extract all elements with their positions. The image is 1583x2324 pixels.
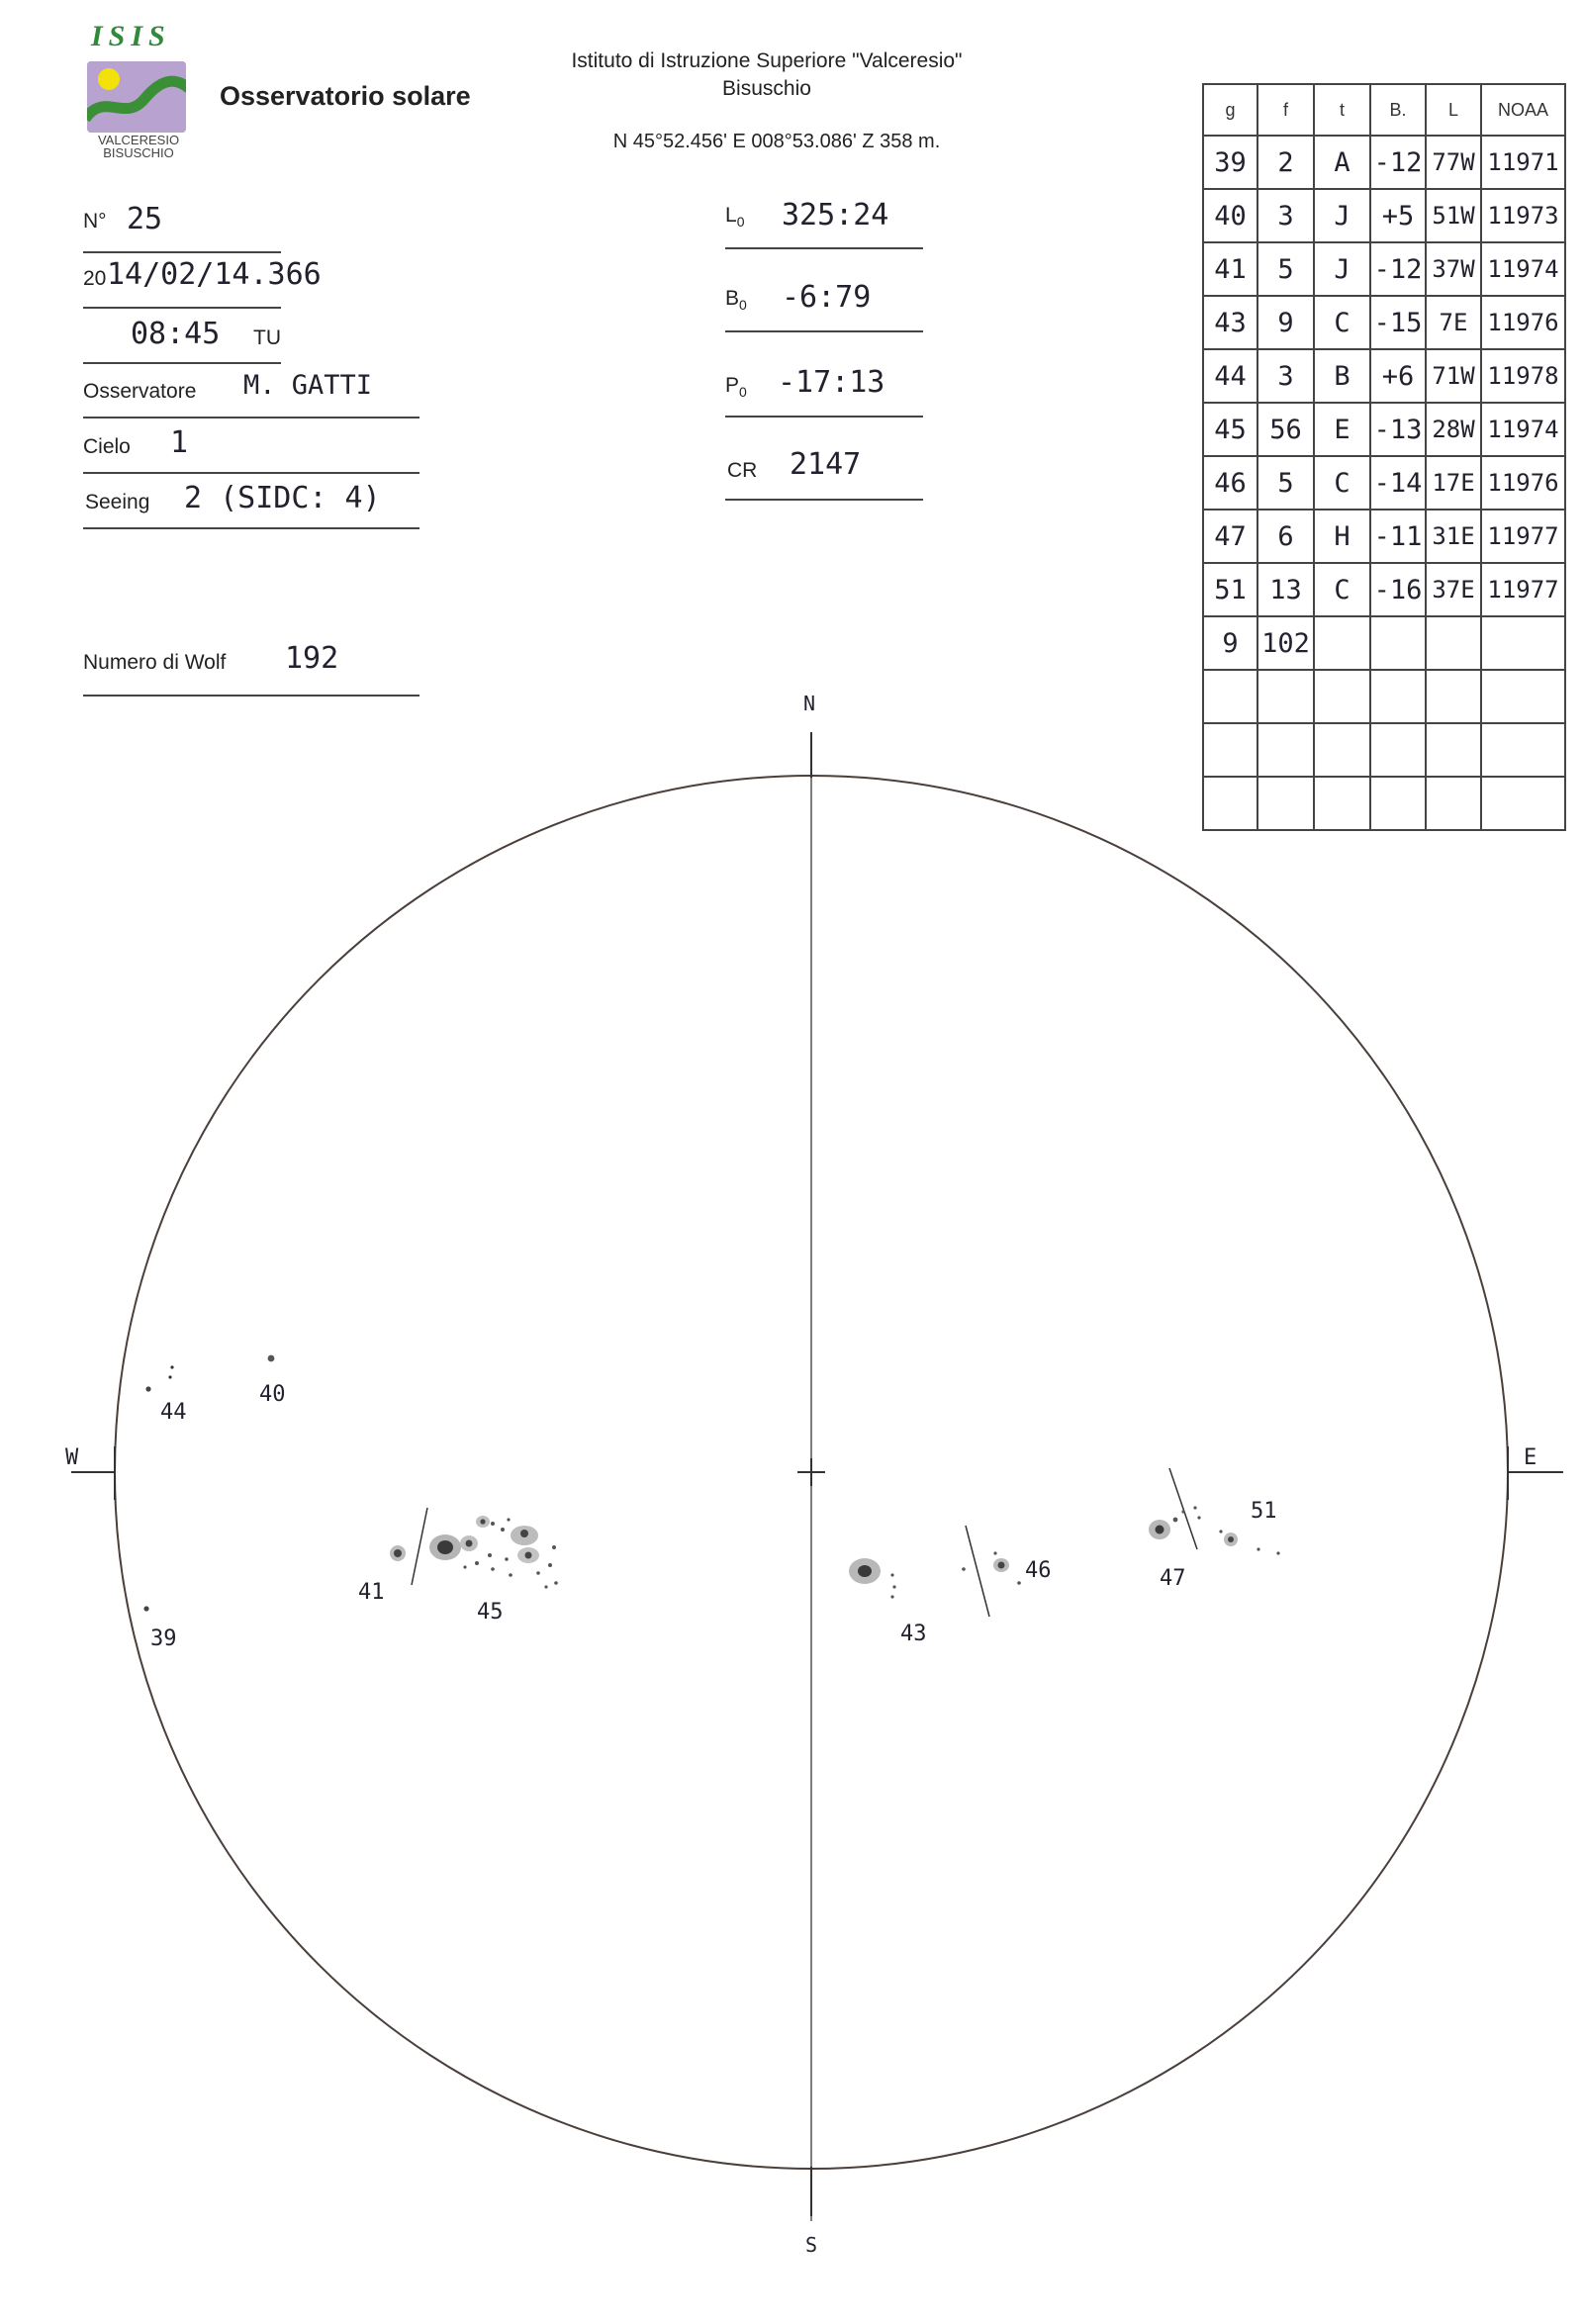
cell-b: -12	[1370, 242, 1426, 296]
cell-g: 46	[1203, 456, 1257, 510]
p0-subscript: 0	[739, 384, 747, 401]
column-header-b: B.	[1370, 84, 1426, 136]
p0-rule	[725, 416, 923, 418]
cell-f	[1257, 723, 1314, 777]
p0-value: -17:13	[778, 365, 885, 400]
west-label: W	[65, 1445, 79, 1470]
spot-g46-penumbra	[993, 1558, 1009, 1572]
seeing-rule	[83, 527, 419, 529]
cell-g	[1203, 670, 1257, 723]
cell-l	[1426, 723, 1481, 777]
cell-f	[1257, 777, 1314, 830]
cell-b: -15	[1370, 296, 1426, 349]
column-header-t: t	[1314, 84, 1370, 136]
group-label-47: 47	[1160, 1566, 1186, 1591]
cell-noaa	[1481, 670, 1565, 723]
cr-label: CR	[727, 459, 758, 482]
date-rule	[83, 307, 281, 309]
spot-g51-c	[1257, 1547, 1259, 1550]
g46-separator	[966, 1526, 989, 1617]
sky-rule	[83, 472, 419, 474]
cell-g	[1203, 777, 1257, 830]
date-value: 14/02/14.366	[107, 257, 322, 292]
cell-noaa: 11974	[1481, 403, 1565, 456]
cell-f: 56	[1257, 403, 1314, 456]
spot-g47-c	[1181, 1510, 1184, 1513]
table-empty-row	[1203, 777, 1565, 830]
cell-b	[1370, 670, 1426, 723]
cell-b: +5	[1370, 189, 1426, 242]
table-row	[1203, 296, 1565, 349]
cell-f	[1257, 670, 1314, 723]
cell-l: 28W	[1426, 403, 1481, 456]
b0-subscript: 0	[739, 297, 747, 314]
institute-heading	[514, 47, 1019, 103]
spot-g40	[268, 1355, 275, 1362]
cell-t	[1314, 723, 1370, 777]
cell-f: 3	[1257, 349, 1314, 403]
cell-t: C	[1314, 456, 1370, 510]
table-row	[1203, 136, 1565, 189]
group-label-41: 41	[358, 1580, 385, 1605]
spot-g51-b	[1219, 1530, 1222, 1533]
cell-t	[1314, 777, 1370, 830]
spot-g47-b	[1173, 1518, 1178, 1523]
cell-f: 9	[1257, 296, 1314, 349]
cell-noaa: 11973	[1481, 189, 1565, 242]
table-header-row	[1203, 84, 1565, 136]
group-label-43: 43	[900, 1622, 927, 1646]
cell-noaa: 11977	[1481, 563, 1565, 616]
spot-g44-b	[168, 1375, 171, 1378]
cell-noaa: 11971	[1481, 136, 1565, 189]
g47-separator	[1169, 1468, 1197, 1549]
group-label-40: 40	[259, 1382, 286, 1407]
cell-t	[1314, 616, 1370, 670]
observer-label: Osservatore	[83, 380, 197, 403]
north-label: N	[803, 692, 816, 715]
logo-caption-line-2: BISUSCHIO	[103, 145, 174, 160]
group-label-44: 44	[160, 1400, 187, 1425]
number-label: N°	[83, 210, 107, 232]
table-body	[1203, 136, 1565, 830]
spot-g43-penumbra	[849, 1558, 881, 1584]
spot-g44-c	[145, 1386, 150, 1391]
logo-wordmark: ISIS	[91, 20, 171, 52]
cell-t: C	[1314, 563, 1370, 616]
cell-t: B	[1314, 349, 1370, 403]
spot-g46-c	[1017, 1581, 1021, 1585]
seeing-label: Seeing	[85, 491, 150, 513]
column-header-noaa: NOAA	[1481, 84, 1565, 136]
spot-g43-umbra	[858, 1565, 872, 1577]
l0-label	[725, 204, 744, 230]
cell-f: 5	[1257, 242, 1314, 296]
cell-b: +6	[1370, 349, 1426, 403]
cell-b	[1370, 616, 1426, 670]
seeing-value: 2 (SIDC: 4)	[184, 481, 381, 515]
table-empty-row	[1203, 670, 1565, 723]
cell-noaa: 11978	[1481, 349, 1565, 403]
cell-l: 31E	[1426, 510, 1481, 563]
cell-b	[1370, 723, 1426, 777]
cell-f: 5	[1257, 456, 1314, 510]
cell-f: 3	[1257, 189, 1314, 242]
sky-label: Cielo	[83, 435, 131, 458]
spot-g43-d	[890, 1595, 893, 1598]
spot-g41-umbra	[394, 1549, 402, 1557]
table-empty-row	[1203, 723, 1565, 777]
column-header-f: f	[1257, 84, 1314, 136]
spot-g47-e	[1197, 1516, 1200, 1519]
cell-f: 2	[1257, 136, 1314, 189]
column-header-g: g	[1203, 84, 1257, 136]
time-suffix: TU	[253, 326, 281, 349]
time-rule	[83, 362, 281, 364]
p0-label	[725, 374, 747, 400]
cell-f: 6	[1257, 510, 1314, 563]
sunspot-groups-table	[1202, 83, 1566, 831]
cell-l: 37W	[1426, 242, 1481, 296]
cell-noaa: 11976	[1481, 296, 1565, 349]
spot-g46-umbra	[998, 1562, 1005, 1569]
observer-value: M. GATTI	[243, 370, 373, 401]
cell-noaa: 11977	[1481, 510, 1565, 563]
cell-l: 7E	[1426, 296, 1481, 349]
b0-rule	[725, 330, 923, 332]
logo-emblem-icon	[87, 61, 186, 133]
l0-value: 325:24	[782, 198, 889, 232]
cell-f: 102	[1257, 616, 1314, 670]
cell-b: -14	[1370, 456, 1426, 510]
cell-b: -16	[1370, 563, 1426, 616]
b0-label	[725, 287, 747, 313]
cell-g: 41	[1203, 242, 1257, 296]
p0-letter: P	[725, 374, 740, 397]
cell-t: E	[1314, 403, 1370, 456]
institute-town: Bisuschio	[722, 77, 811, 100]
cell-g: 47	[1203, 510, 1257, 563]
table-row	[1203, 510, 1565, 563]
spot-g51-d	[1276, 1551, 1279, 1554]
south-label: S	[805, 2233, 818, 2257]
cell-g: 9	[1203, 616, 1257, 670]
cell-g: 45	[1203, 403, 1257, 456]
cell-g: 40	[1203, 189, 1257, 242]
cell-t: J	[1314, 242, 1370, 296]
cell-l: 71W	[1426, 349, 1481, 403]
table-row	[1203, 403, 1565, 456]
cell-noaa	[1481, 777, 1565, 830]
spot-g51-penumbra	[1224, 1533, 1238, 1546]
cell-t: J	[1314, 189, 1370, 242]
cell-noaa	[1481, 723, 1565, 777]
cell-g: 44	[1203, 349, 1257, 403]
spot-g39	[143, 1606, 148, 1611]
cell-b: -12	[1370, 136, 1426, 189]
table-row	[1203, 349, 1565, 403]
cell-b	[1370, 777, 1426, 830]
number-value: 25	[127, 202, 163, 236]
cell-noaa: 11976	[1481, 456, 1565, 510]
group-label-45: 45	[477, 1600, 504, 1625]
cell-noaa: 11974	[1481, 242, 1565, 296]
cell-l: 51W	[1426, 189, 1481, 242]
cell-t: H	[1314, 510, 1370, 563]
cell-b: -11	[1370, 510, 1426, 563]
cr-rule	[725, 499, 923, 501]
table-row	[1203, 242, 1565, 296]
cell-t: C	[1314, 296, 1370, 349]
observer-rule	[83, 417, 419, 418]
cell-l: 37E	[1426, 563, 1481, 616]
solar-disk-outline	[115, 776, 1508, 2169]
institute-name: Istituto di Istruzione Superiore "Valceresio"	[571, 49, 963, 72]
group-label-46: 46	[1025, 1558, 1052, 1583]
cell-g: 43	[1203, 296, 1257, 349]
g41-separator	[412, 1508, 427, 1585]
spot-g44-a	[170, 1365, 173, 1368]
cell-l	[1426, 670, 1481, 723]
spot-g51-umbra	[1228, 1536, 1234, 1542]
spot-g47-umbra	[1156, 1526, 1164, 1534]
logo-caption	[79, 134, 198, 159]
spot-g43-c	[892, 1585, 895, 1588]
number-rule	[83, 251, 281, 253]
time-value: 08:45	[131, 317, 221, 351]
spot-g46-b	[993, 1551, 996, 1554]
wolf-number-label: Numero di Wolf	[83, 651, 227, 674]
cell-t	[1314, 670, 1370, 723]
l0-subscript: 0	[736, 214, 745, 231]
sky-value: 1	[170, 425, 189, 460]
group-45-spots	[429, 1516, 558, 1589]
cell-l: 77W	[1426, 136, 1481, 189]
column-header-l: L	[1426, 84, 1481, 136]
cell-g: 39	[1203, 136, 1257, 189]
cr-value: 2147	[790, 447, 862, 482]
wolf-number-value: 192	[285, 641, 339, 676]
cell-f: 13	[1257, 563, 1314, 616]
logo-caption-line-1: VALCERESIO	[97, 133, 180, 147]
l0-letter: L	[725, 204, 737, 227]
date-prefix: 20	[83, 267, 107, 290]
cell-b: -13	[1370, 403, 1426, 456]
cell-l	[1426, 616, 1481, 670]
table-row	[1203, 456, 1565, 510]
spot-g43-b	[890, 1573, 893, 1576]
wolf-rule	[83, 695, 419, 697]
cell-g: 51	[1203, 563, 1257, 616]
spot-g47-d	[1193, 1506, 1196, 1509]
b0-letter: B	[725, 287, 740, 310]
observatory-title: Osservatorio solare	[220, 81, 471, 111]
cell-noaa	[1481, 616, 1565, 670]
group-label-39: 39	[150, 1627, 177, 1651]
l0-rule	[725, 247, 923, 249]
east-label: E	[1524, 1445, 1537, 1470]
spot-g47-penumbra	[1149, 1520, 1170, 1539]
group-label-51: 51	[1251, 1499, 1277, 1524]
site-coordinates: N 45°52.456' E 008°53.086' Z 358 m.	[612, 131, 941, 152]
table-row	[1203, 189, 1565, 242]
cell-l: 17E	[1426, 456, 1481, 510]
table-totals-row	[1203, 616, 1565, 670]
spot-g41-penumbra	[390, 1545, 406, 1561]
cell-l	[1426, 777, 1481, 830]
b0-value: -6:79	[782, 280, 872, 315]
cell-t: A	[1314, 136, 1370, 189]
cell-g	[1203, 723, 1257, 777]
table-row	[1203, 563, 1565, 616]
spot-g46-a	[962, 1567, 966, 1571]
